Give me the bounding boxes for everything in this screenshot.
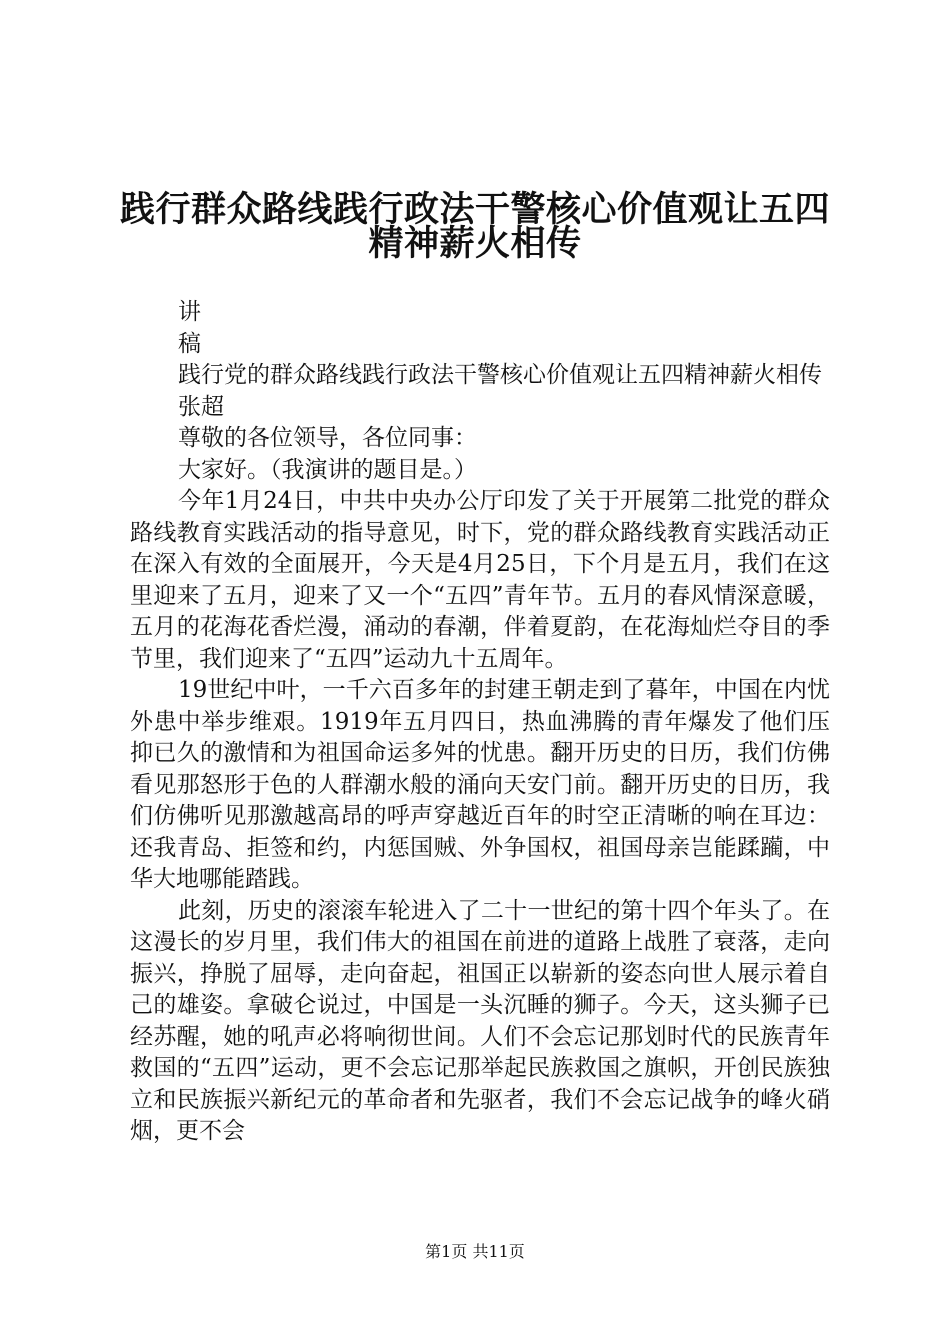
paragraph-subtitle: 践行党的群众路线践行政法干警核心价值观让五四精神薪火相传 bbox=[178, 362, 822, 388]
document-title-line-2: 精神薪火相传 bbox=[368, 224, 582, 264]
paragraph-speech-char-1: 讲 bbox=[178, 299, 201, 325]
paragraph-body-3: 此刻，历史的滚滚车轮进入了二十一世纪的第十四个年头了。在这漫长的岁月里，我们伟大的祖国在前进的道路上战胜了衰落，走向振兴，挣脱了屈辱，走向奋起，祖国正以崭新的姿态向世人展示着自己的雄姿。拿破仑说过，中国是一头沉睡的狮子。今天，这头狮子已经苏醒，她的吼声必将响彻世间。人们不会忘记那划时代的民族青年救国的“五四”运动，更不会忘记那举起民族救国之旗帜，开创民族独立和民族振兴新纪元的革命者和先驱者，我们不会忘记战争的峰火硝烟，更不会 bbox=[130, 897, 830, 1144]
paragraph-author: 张超 bbox=[178, 393, 224, 420]
document-title-line-1: 践行群众路线践行政法干警核心价值观让五四 bbox=[120, 190, 831, 230]
paragraph-body-1: 今年1月24日，中共中央办公厅印发了关于开展第二批党的群众路线教育实践活动的指导意见，时下，党的群众路线教育实践活动正在深入有效的全面展开，今天是4月25日，下个月是五月，我们在这里迎来了五月，迎来了又一个“五四”青年节。五月的春风情深意暖，五月的花海花香烂漫，涌动的春潮，伴着夏韵，在花海灿烂夺目的季节里，我们迎来了“五四”运动九十五周年。 bbox=[130, 488, 830, 672]
paragraph-salutation: 尊敬的各位领导，各位同事： bbox=[178, 425, 477, 451]
paragraph-speech-char-2: 稿 bbox=[178, 330, 201, 357]
document-body bbox=[130, 297, 830, 1148]
paragraph-body-2: 19世纪中叶，一千六百多年的封建王朝走到了暮年，中国在内忧外患中举步维艰。1919年五月四日，热血沸腾的青年爆发了他们压抑已久的激情和为祖国命运多舛的忧患。翻开历史的日历，我们仿佛看见那怒形于色的人群潮水般的涌向天安门前。翻开历史的日历，我们仿佛听见那激越高昂的呼声穿越近百年的时空正清晰的响在耳边：还我青岛、拒签和约，内惩国贼、外争国权，祖国母亲岂能蹂躏，中华大地哪能踏践。 bbox=[130, 677, 830, 892]
page-footer: 第1页 共11页 bbox=[425, 1242, 525, 1261]
paragraph-greeting: 大家好。（我演讲的题目是。） bbox=[178, 456, 477, 483]
